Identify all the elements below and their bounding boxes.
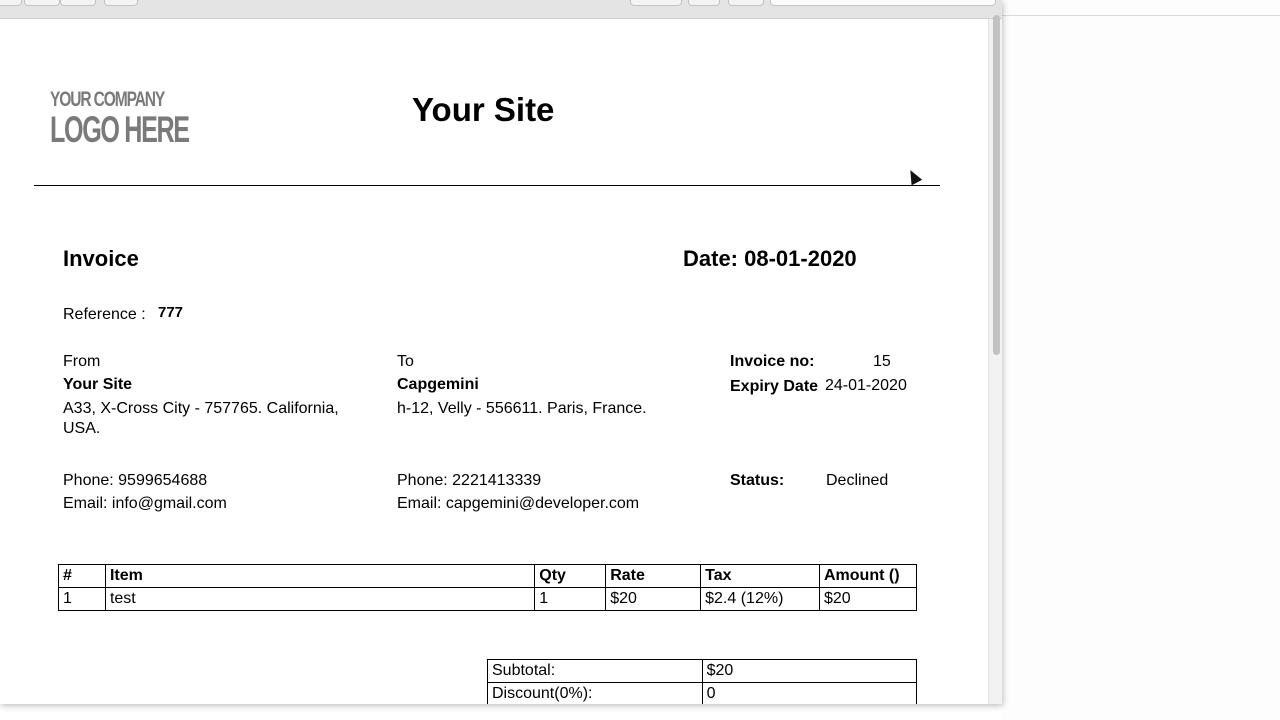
to-phone: Phone: 2221413339 [397,472,542,489]
totals-row-discount [488,683,917,705]
markup-button[interactable] [728,0,764,6]
invoice-no-label: Invoice no: [730,353,815,370]
discount-value: 0 [702,683,916,705]
totals-row-subtotal [488,660,917,683]
scrollbar-thumb[interactable] [993,15,1000,355]
to-email: Email: capgemini@developer.com [397,495,640,512]
subtotal-value: $20 [702,660,916,683]
column-header-item: Item [105,565,534,588]
column-header-number: # [59,565,106,588]
cell-amount: $20 [820,588,917,611]
column-header-amount: Amount () [820,565,917,588]
from-phone: Phone: 9599654688 [63,472,208,489]
subtotal-label: Subtotal: [488,660,703,683]
share-button[interactable] [104,0,138,6]
site-title: Your Site [412,91,555,128]
column-header-qty: Qty [535,565,606,588]
invoice-heading: Invoice [63,246,139,271]
desktop-background [1002,0,1280,720]
items-table-header-row [59,565,917,588]
to-name: Capgemini [397,376,479,393]
invoice-no-value: 15 [873,353,891,370]
rotate-button[interactable] [688,0,720,6]
from-address-line-1: A33, X-Cross City - 757765. California, [63,400,339,417]
invoice-date: Date: 08-01-2020 [683,246,857,271]
document-page [0,19,988,704]
expiry-date-value: 24-01-2020 [825,377,907,394]
reference-label: Reference : [63,306,146,323]
desktop-divider [1002,15,1280,16]
zoom-in-button[interactable] [60,0,96,6]
expiry-date-label: Expiry Date [730,378,819,395]
search-input[interactable] [770,0,996,6]
cell-item: test [105,588,534,611]
status-label: Status: [730,472,785,489]
cell-tax: $2.4 (12%) [701,588,820,611]
logo-line-1: YOUR COMPANY [50,88,165,111]
logo-line-2: LOGO HERE [50,109,189,150]
from-email: Email: info@gmail.com [63,495,227,512]
items-table [58,564,917,611]
totals-table [487,659,917,704]
zoom-out-button[interactable] [24,0,60,6]
header-divider [34,185,940,186]
viewer-toolbar [0,0,1002,19]
company-logo [50,89,254,148]
discount-label: Discount(0%): [488,683,703,705]
vertical-scrollbar[interactable] [988,19,1002,704]
cell-rate: $20 [606,588,701,611]
from-address-line-2: USA. [63,420,101,437]
column-header-rate: Rate [606,565,701,588]
status-value: Declined [826,472,889,489]
cell-qty: 1 [535,588,606,611]
view-mode-button[interactable] [630,0,682,6]
table-row [59,588,917,611]
cell-number: 1 [59,588,106,611]
from-name: Your Site [63,376,133,393]
from-label: From [63,353,101,370]
reference-value: 777 [158,304,184,321]
column-header-tax: Tax [701,565,820,588]
to-address-line-1: h-12, Velly - 556611. Paris, France. [397,400,647,417]
to-label: To [397,353,414,370]
sidebar-toggle-button[interactable] [0,0,22,6]
